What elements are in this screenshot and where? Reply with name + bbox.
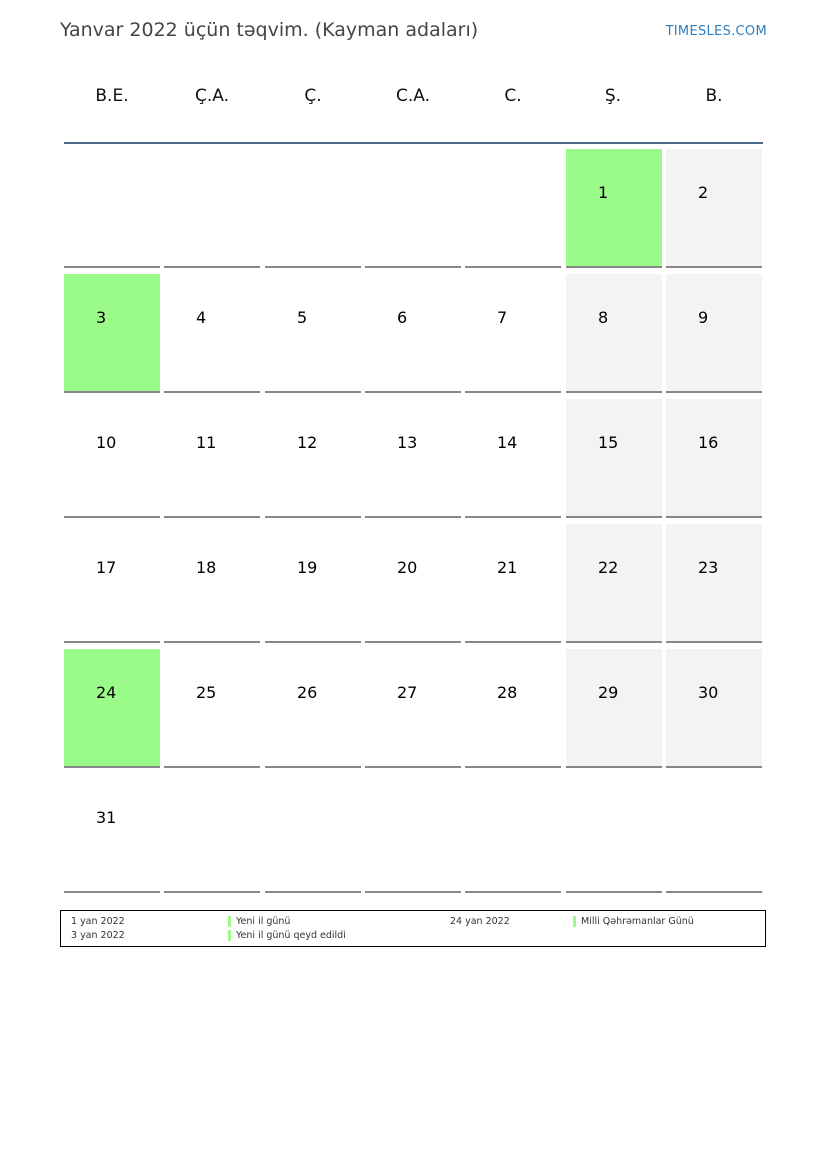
day-number: 14 [497, 433, 518, 452]
day-cell [666, 649, 762, 768]
day-cell [64, 274, 160, 393]
day-number: 9 [698, 308, 709, 327]
day-cell [265, 649, 361, 768]
day-cell [666, 274, 762, 393]
day-number: 29 [598, 683, 619, 702]
day-cell [64, 524, 160, 643]
day-cell [164, 649, 260, 768]
day-cell [566, 524, 662, 643]
legend-date: 1 yan 2022 [71, 916, 125, 927]
day-cell [566, 399, 662, 518]
day-cell [64, 649, 160, 768]
day-cell [666, 399, 762, 518]
brand-link[interactable]: TIMESLES.COM [665, 24, 767, 39]
day-number: 8 [598, 308, 609, 327]
day-cell [365, 399, 461, 518]
day-cell [164, 274, 260, 393]
day-number: 28 [497, 683, 518, 702]
day-cell [365, 274, 461, 393]
day-number: 15 [598, 433, 619, 452]
day-number: 21 [497, 558, 518, 577]
empty-day-cell [465, 149, 561, 268]
empty-day-cell [465, 774, 561, 893]
day-cell [465, 399, 561, 518]
weekday-thursday: C.A. [395, 86, 430, 106]
weekday-friday: C. [504, 86, 522, 106]
day-number: 3 [96, 308, 107, 327]
legend-holiday-name: Yeni il günü [236, 916, 291, 927]
weekday-saturday: Ş. [604, 86, 622, 106]
day-cell [64, 399, 160, 518]
legend-date: 3 yan 2022 [71, 930, 125, 941]
day-cell [265, 399, 361, 518]
day-number: 5 [297, 308, 308, 327]
day-cell [64, 774, 160, 893]
day-cell [265, 524, 361, 643]
day-cell [365, 524, 461, 643]
empty-day-cell [265, 774, 361, 893]
holiday-legend [60, 910, 766, 947]
empty-day-cell [64, 149, 160, 268]
day-number: 30 [698, 683, 719, 702]
day-cell [365, 649, 461, 768]
empty-day-cell [164, 774, 260, 893]
calendar-grid [64, 149, 764, 895]
legend-color-marker [573, 916, 576, 927]
empty-day-cell [666, 774, 762, 893]
empty-day-cell [365, 149, 461, 268]
day-cell [566, 149, 662, 268]
legend-color-marker [228, 930, 231, 941]
day-number: 17 [96, 558, 117, 577]
day-number: 20 [397, 558, 418, 577]
day-number: 26 [297, 683, 318, 702]
day-number: 4 [196, 308, 207, 327]
day-number: 1 [598, 183, 609, 202]
day-cell [465, 649, 561, 768]
legend-date: 24 yan 2022 [450, 916, 510, 927]
header-divider [64, 142, 763, 144]
day-number: 2 [698, 183, 709, 202]
day-number: 22 [598, 558, 619, 577]
day-cell [566, 649, 662, 768]
day-cell [666, 149, 762, 268]
legend-color-marker [228, 916, 231, 927]
weekday-sunday: B. [705, 86, 723, 106]
day-number: 18 [196, 558, 217, 577]
weekday-tuesday: Ç.A. [194, 86, 229, 106]
day-number: 13 [397, 433, 418, 452]
weekday-wednesday: Ç. [304, 86, 322, 106]
day-cell [164, 524, 260, 643]
page-title: Yanvar 2022 üçün təqvim. (Kayman adaları) [60, 19, 479, 41]
day-number: 24 [96, 683, 117, 702]
empty-day-cell [265, 149, 361, 268]
day-cell [265, 274, 361, 393]
day-cell [566, 274, 662, 393]
weekday-header-row [64, 86, 764, 126]
day-number: 25 [196, 683, 217, 702]
day-number: 31 [96, 808, 117, 827]
day-number: 16 [698, 433, 719, 452]
day-cell [465, 274, 561, 393]
legend-holiday-name: Yeni il günü qeyd edildi [236, 930, 346, 941]
day-number: 19 [297, 558, 318, 577]
day-cell [666, 524, 762, 643]
day-number: 10 [96, 433, 117, 452]
day-number: 11 [196, 433, 217, 452]
day-cell [164, 399, 260, 518]
empty-day-cell [164, 149, 260, 268]
day-number: 6 [397, 308, 408, 327]
day-number: 23 [698, 558, 719, 577]
day-number: 7 [497, 308, 508, 327]
day-cell [465, 524, 561, 643]
empty-day-cell [365, 774, 461, 893]
day-number: 27 [397, 683, 418, 702]
day-number: 12 [297, 433, 318, 452]
empty-day-cell [566, 774, 662, 893]
legend-holiday-name: Milli Qəhrəmanlar Günü [581, 916, 694, 927]
weekday-monday: B.E. [95, 86, 129, 106]
